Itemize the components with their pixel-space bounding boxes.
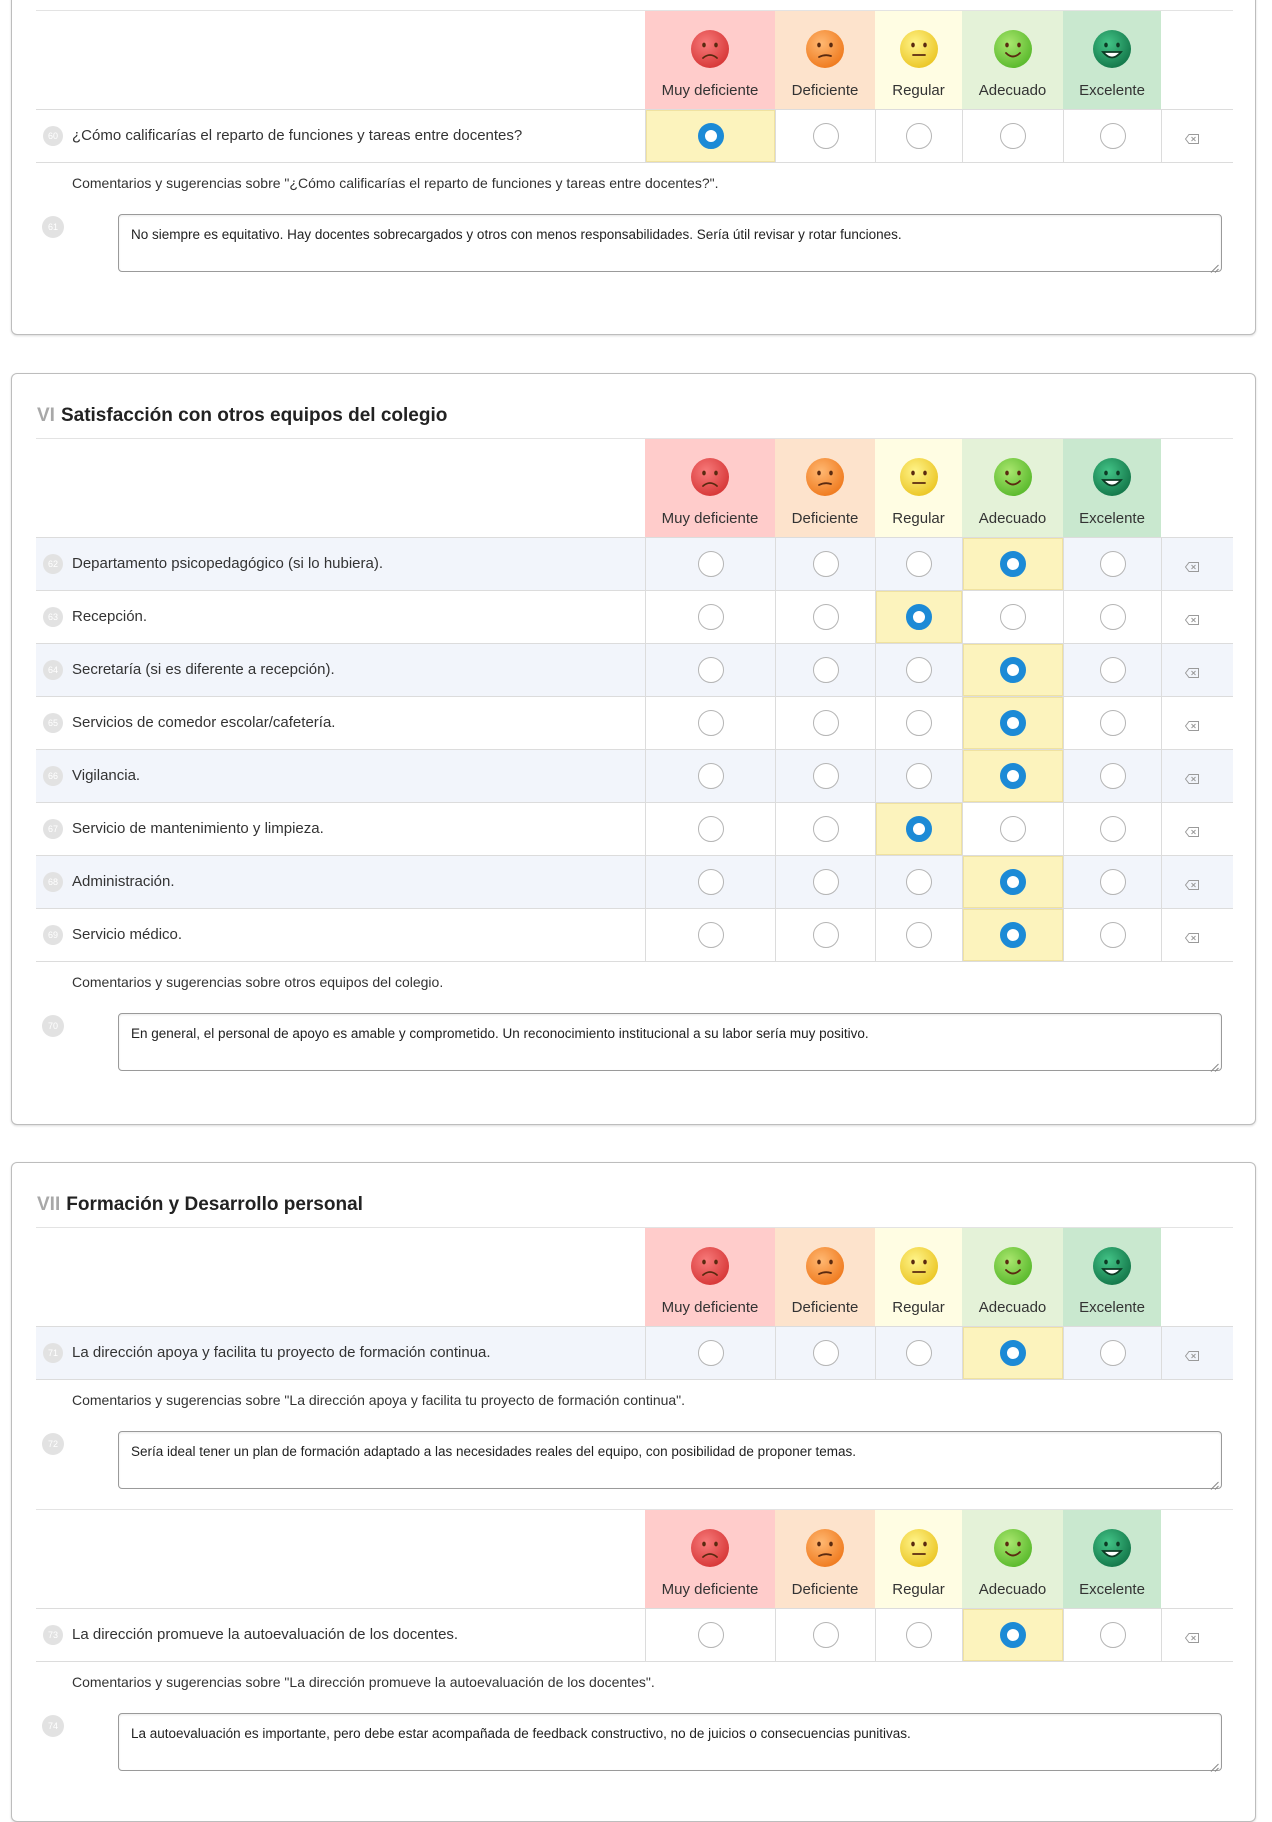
rating-scale-header <box>36 438 1233 538</box>
radio-button[interactable] <box>813 763 839 789</box>
question-text: Administración. <box>72 873 175 890</box>
very-happy-face-icon <box>1091 1245 1133 1287</box>
clear-answer-cell[interactable] <box>1161 697 1222 749</box>
comment-number: 72 <box>42 1433 64 1455</box>
clear-icon[interactable] <box>1185 665 1199 675</box>
radio-button[interactable] <box>1000 869 1026 895</box>
rating-option-cell[interactable] <box>645 1609 775 1661</box>
radio-button[interactable] <box>906 1340 932 1366</box>
scale-header-5 <box>1063 11 1161 110</box>
clear-answer-cell[interactable] <box>1161 591 1222 643</box>
radio-button[interactable] <box>1000 657 1026 683</box>
scale-label: Adecuado <box>978 510 1047 527</box>
radio-button[interactable] <box>1100 604 1126 630</box>
radio-button[interactable] <box>698 763 724 789</box>
scale-header-4 <box>962 11 1063 110</box>
rating-option-cell[interactable] <box>645 909 775 961</box>
scale-label: Adecuado <box>978 1581 1047 1598</box>
rating-option-cell[interactable] <box>1063 750 1161 802</box>
radio-button[interactable] <box>813 657 839 683</box>
radio-button[interactable] <box>813 604 839 630</box>
rating-option-cell[interactable] <box>1063 697 1161 749</box>
radio-button[interactable] <box>1100 763 1126 789</box>
question-row <box>36 590 1233 643</box>
question-number: 65 <box>43 713 63 733</box>
question-number: 64 <box>43 660 63 680</box>
scale-header-4 <box>962 1510 1063 1609</box>
clear-answer-cell[interactable] <box>1161 803 1222 855</box>
rating-option-cell[interactable] <box>1063 110 1161 162</box>
radio-button[interactable] <box>813 1340 839 1366</box>
neutral-face-icon <box>898 1245 940 1287</box>
rating-option-cell[interactable] <box>775 909 875 961</box>
rating-option-cell[interactable] <box>875 909 962 961</box>
clear-icon[interactable] <box>1185 559 1199 569</box>
question-text: Recepción. <box>72 608 148 625</box>
radio-button[interactable] <box>906 869 932 895</box>
question-row <box>36 109 1233 163</box>
very-sad-face-icon <box>689 1245 731 1287</box>
rating-option-cell[interactable] <box>645 856 775 908</box>
scale-label: Deficiente <box>791 1581 859 1598</box>
section-title <box>37 405 447 427</box>
clear-answer-cell[interactable] <box>1161 750 1222 802</box>
scale-header-1 <box>645 439 775 538</box>
scale-label: Regular <box>892 1299 945 1316</box>
rating-option-cell[interactable] <box>775 538 875 590</box>
radio-button[interactable] <box>1100 922 1126 948</box>
radio-button[interactable] <box>698 551 724 577</box>
radio-button[interactable] <box>1100 551 1126 577</box>
scale-label: Adecuado <box>978 1299 1047 1316</box>
radio-button[interactable] <box>906 710 932 736</box>
rating-option-cell[interactable] <box>875 644 962 696</box>
happy-face-icon <box>992 28 1034 70</box>
radio-button[interactable] <box>1000 123 1026 149</box>
scale-header-3 <box>875 1228 962 1327</box>
question-row <box>36 696 1233 749</box>
rating-option-cell[interactable] <box>645 750 775 802</box>
resize-handle-icon[interactable] <box>1210 1477 1219 1486</box>
comment-label: Comentarios y sugerencias sobre "La dirección apoya y facilita tu proyecto de formación continua". <box>72 1392 686 1408</box>
radio-button[interactable] <box>1000 1340 1026 1366</box>
resize-handle-icon[interactable] <box>1210 1759 1219 1768</box>
question-row <box>36 1608 1233 1662</box>
clear-icon[interactable] <box>1185 930 1199 940</box>
clear-icon[interactable] <box>1185 877 1199 887</box>
resize-handle-icon[interactable] <box>1210 260 1219 269</box>
question-number: 67 <box>43 819 63 839</box>
radio-button[interactable] <box>1000 551 1026 577</box>
rating-option-cell[interactable] <box>962 803 1063 855</box>
section-card <box>11 373 1256 1125</box>
question-number: 69 <box>43 925 63 945</box>
comment-text[interactable]: Sería ideal tener un plan de formación adaptado a las necesidades reales del equipo, con posibilidad de proponer temas. <box>131 1444 856 1459</box>
rating-option-cell[interactable] <box>962 1609 1063 1661</box>
scale-header-2 <box>775 1510 875 1609</box>
radio-button[interactable] <box>906 763 932 789</box>
section-number: VII <box>37 1194 61 1215</box>
comment-number: 70 <box>42 1015 64 1037</box>
rating-option-cell[interactable] <box>1063 538 1161 590</box>
rating-option-cell[interactable] <box>962 110 1063 162</box>
question-row <box>36 908 1233 962</box>
comment-label: Comentarios y sugerencias sobre "La dirección promueve la autoevaluación de los docentes". <box>72 1674 655 1690</box>
scale-label: Deficiente <box>791 82 859 99</box>
radio-button[interactable] <box>906 123 932 149</box>
rating-option-cell[interactable] <box>775 697 875 749</box>
comment-text[interactable]: La autoevaluación es importante, pero debe estar acompañada de feedback constructivo, no de juicios o consecuencias punitivas. <box>131 1726 911 1741</box>
neutral-face-icon <box>898 28 940 70</box>
rating-option-cell[interactable] <box>775 110 875 162</box>
radio-button[interactable] <box>1000 604 1026 630</box>
question-row <box>36 1326 1233 1380</box>
radio-button[interactable] <box>1000 816 1026 842</box>
clear-icon[interactable] <box>1185 718 1199 728</box>
rating-option-cell[interactable] <box>1063 909 1161 961</box>
radio-button[interactable] <box>1100 1340 1126 1366</box>
section-card <box>11 0 1256 335</box>
very-sad-face-icon <box>689 1527 731 1569</box>
very-sad-face-icon <box>689 28 731 70</box>
very-happy-face-icon <box>1091 28 1133 70</box>
rating-option-cell[interactable] <box>962 591 1063 643</box>
sad-face-icon <box>804 28 846 70</box>
clear-answer-cell[interactable] <box>1161 644 1222 696</box>
very-happy-face-icon <box>1091 456 1133 498</box>
rating-option-cell[interactable] <box>875 856 962 908</box>
scale-label: Excelente <box>1079 1581 1145 1598</box>
scale-header-3 <box>875 11 962 110</box>
rating-option-cell[interactable] <box>645 591 775 643</box>
question-text: La dirección promueve la autoevaluación de los docentes. <box>72 1626 459 1643</box>
question-number: 60 <box>43 126 63 146</box>
radio-button[interactable] <box>906 657 932 683</box>
question-row <box>36 749 1233 802</box>
question-number: 63 <box>43 607 63 627</box>
question-text: ¿Cómo calificarías el reparto de funciones y tareas entre docentes? <box>72 127 523 144</box>
comment-textarea[interactable] <box>118 1431 1222 1489</box>
radio-button[interactable] <box>1100 1622 1126 1648</box>
rating-option-cell[interactable] <box>645 644 775 696</box>
rating-option-cell[interactable] <box>875 803 962 855</box>
scale-header-1 <box>645 1510 775 1609</box>
question-row <box>36 802 1233 855</box>
radio-button[interactable] <box>698 922 724 948</box>
rating-option-cell[interactable] <box>1063 856 1161 908</box>
rating-option-cell[interactable] <box>875 750 962 802</box>
radio-button[interactable] <box>906 551 932 577</box>
radio-button[interactable] <box>698 123 724 149</box>
clear-icon[interactable] <box>1185 612 1199 622</box>
radio-button[interactable] <box>698 1340 724 1366</box>
question-row <box>36 643 1233 696</box>
rating-option-cell[interactable] <box>1063 1609 1161 1661</box>
rating-option-cell[interactable] <box>875 591 962 643</box>
clear-icon[interactable] <box>1185 771 1199 781</box>
section-number: VI <box>37 405 55 426</box>
scale-label: Muy deficiente <box>661 510 759 527</box>
sad-face-icon <box>804 1527 846 1569</box>
rating-option-cell[interactable] <box>775 644 875 696</box>
scale-label: Deficiente <box>791 1299 859 1316</box>
scale-label: Excelente <box>1079 82 1145 99</box>
clear-answer-cell[interactable] <box>1161 1609 1222 1661</box>
scale-header-1 <box>645 1228 775 1327</box>
scale-header-1 <box>645 11 775 110</box>
radio-button[interactable] <box>698 604 724 630</box>
happy-face-icon <box>992 456 1034 498</box>
question-text: Servicios de comedor escolar/cafetería. <box>72 714 336 731</box>
clear-icon[interactable] <box>1185 131 1199 141</box>
rating-option-cell[interactable] <box>775 591 875 643</box>
radio-button[interactable] <box>813 551 839 577</box>
scale-label: Regular <box>892 1581 945 1598</box>
sad-face-icon <box>804 1245 846 1287</box>
rating-option-cell[interactable] <box>962 856 1063 908</box>
radio-button[interactable] <box>813 710 839 736</box>
section-card <box>11 1162 1256 1822</box>
clear-answer-cell[interactable] <box>1161 856 1222 908</box>
radio-button[interactable] <box>1000 1622 1026 1648</box>
very-happy-face-icon <box>1091 1527 1133 1569</box>
rating-option-cell[interactable] <box>962 909 1063 961</box>
clear-answer-cell[interactable] <box>1161 909 1222 961</box>
radio-button[interactable] <box>1000 922 1026 948</box>
rating-scale-header <box>36 1509 1233 1609</box>
very-sad-face-icon <box>689 456 731 498</box>
comment-text[interactable]: En general, el personal de apoyo es amable y comprometido. Un reconocimiento institucional a su labor sería muy positivo. <box>131 1026 869 1041</box>
radio-button[interactable] <box>698 869 724 895</box>
scale-label: Muy deficiente <box>661 1581 759 1598</box>
question-number: 62 <box>43 554 63 574</box>
radio-button[interactable] <box>1100 869 1126 895</box>
rating-option-cell[interactable] <box>645 538 775 590</box>
sad-face-icon <box>804 456 846 498</box>
rating-option-cell[interactable] <box>875 697 962 749</box>
radio-button[interactable] <box>906 816 932 842</box>
radio-button[interactable] <box>1100 710 1126 736</box>
rating-option-cell[interactable] <box>775 750 875 802</box>
radio-button[interactable] <box>698 816 724 842</box>
comment-label: Comentarios y sugerencias sobre otros equipos del colegio. <box>72 974 444 990</box>
rating-option-cell[interactable] <box>775 1327 875 1379</box>
rating-option-cell[interactable] <box>875 1327 962 1379</box>
radio-button[interactable] <box>698 1622 724 1648</box>
comment-textarea[interactable] <box>118 214 1222 272</box>
rating-option-cell[interactable] <box>875 1609 962 1661</box>
section-heading: Formación y Desarrollo personal <box>66 1194 363 1215</box>
scale-header-5 <box>1063 439 1161 538</box>
rating-option-cell[interactable] <box>1063 1327 1161 1379</box>
radio-button[interactable] <box>1000 710 1026 736</box>
scale-header-5 <box>1063 1228 1161 1327</box>
radio-button[interactable] <box>906 1622 932 1648</box>
question-text: La dirección apoya y facilita tu proyecto de formación continua. <box>72 1344 491 1361</box>
scale-header-2 <box>775 439 875 538</box>
radio-button[interactable] <box>698 657 724 683</box>
clear-answer-cell[interactable] <box>1161 1327 1222 1379</box>
neutral-face-icon <box>898 1527 940 1569</box>
scale-label: Adecuado <box>978 82 1047 99</box>
radio-button[interactable] <box>813 816 839 842</box>
rating-option-cell[interactable] <box>962 1327 1063 1379</box>
radio-button[interactable] <box>813 1622 839 1648</box>
scale-label: Regular <box>892 82 945 99</box>
radio-button[interactable] <box>1100 816 1126 842</box>
comment-number: 61 <box>42 216 64 238</box>
rating-option-cell[interactable] <box>645 110 775 162</box>
radio-button[interactable] <box>698 710 724 736</box>
radio-button[interactable] <box>813 869 839 895</box>
clear-answer-cell[interactable] <box>1161 538 1222 590</box>
rating-option-cell[interactable] <box>962 644 1063 696</box>
comment-number: 74 <box>42 1715 64 1737</box>
comment-text[interactable]: No siempre es equitativo. Hay docentes sobrecargados y otros con menos responsabilidades. Sería útil revisar y rotar funciones. <box>131 227 902 242</box>
question-row <box>36 537 1233 590</box>
rating-option-cell[interactable] <box>1063 644 1161 696</box>
rating-option-cell[interactable] <box>875 110 962 162</box>
rating-option-cell[interactable] <box>962 697 1063 749</box>
radio-button[interactable] <box>1000 763 1026 789</box>
scale-header-5 <box>1063 1510 1161 1609</box>
question-text: Vigilancia. <box>72 767 141 784</box>
radio-button[interactable] <box>906 922 932 948</box>
happy-face-icon <box>992 1245 1034 1287</box>
scale-header-4 <box>962 439 1063 538</box>
clear-icon[interactable] <box>1185 1630 1199 1640</box>
rating-option-cell[interactable] <box>775 803 875 855</box>
question-text: Departamento psicopedagógico (si lo hubiera). <box>72 555 384 572</box>
section-title <box>37 1194 363 1216</box>
question-text: Servicio de mantenimiento y limpieza. <box>72 820 324 837</box>
rating-option-cell[interactable] <box>1063 803 1161 855</box>
scale-header-2 <box>775 1228 875 1327</box>
question-text: Servicio médico. <box>72 926 183 943</box>
question-number: 66 <box>43 766 63 786</box>
neutral-face-icon <box>898 456 940 498</box>
question-number: 73 <box>43 1625 63 1645</box>
scale-label: Muy deficiente <box>661 82 759 99</box>
rating-option-cell[interactable] <box>962 538 1063 590</box>
rating-option-cell[interactable] <box>645 697 775 749</box>
scale-label: Regular <box>892 510 945 527</box>
rating-option-cell[interactable] <box>875 538 962 590</box>
question-number: 68 <box>43 872 63 892</box>
radio-button[interactable] <box>813 922 839 948</box>
rating-scale-header <box>36 10 1233 110</box>
scale-header-3 <box>875 439 962 538</box>
rating-option-cell[interactable] <box>775 856 875 908</box>
rating-option-cell[interactable] <box>1063 591 1161 643</box>
rating-option-cell[interactable] <box>962 750 1063 802</box>
happy-face-icon <box>992 1527 1034 1569</box>
clear-icon[interactable] <box>1185 1348 1199 1358</box>
scale-header-4 <box>962 1228 1063 1327</box>
rating-option-cell[interactable] <box>775 1609 875 1661</box>
scale-label: Excelente <box>1079 1299 1145 1316</box>
radio-button[interactable] <box>813 123 839 149</box>
radio-button[interactable] <box>1100 657 1126 683</box>
resize-handle-icon[interactable] <box>1210 1059 1219 1068</box>
scale-label: Deficiente <box>791 510 859 527</box>
rating-scale-header <box>36 1227 1233 1327</box>
comment-textarea[interactable] <box>118 1713 1222 1771</box>
clear-answer-cell[interactable] <box>1161 110 1222 162</box>
clear-icon[interactable] <box>1185 824 1199 834</box>
scale-header-3 <box>875 1510 962 1609</box>
rating-option-cell[interactable] <box>645 803 775 855</box>
comment-label: Comentarios y sugerencias sobre "¿Cómo calificarías el reparto de funciones y tareas entre docentes?". <box>72 175 719 191</box>
question-number: 71 <box>43 1343 63 1363</box>
rating-option-cell[interactable] <box>645 1327 775 1379</box>
radio-button[interactable] <box>1100 123 1126 149</box>
question-text: Secretaría (si es diferente a recepción). <box>72 661 335 678</box>
scale-header-2 <box>775 11 875 110</box>
comment-textarea[interactable] <box>118 1013 1222 1071</box>
scale-label: Excelente <box>1079 510 1145 527</box>
radio-button[interactable] <box>906 604 932 630</box>
scale-label: Muy deficiente <box>661 1299 759 1316</box>
section-heading: Satisfacción con otros equipos del colegio <box>60 405 448 426</box>
question-row <box>36 855 1233 908</box>
